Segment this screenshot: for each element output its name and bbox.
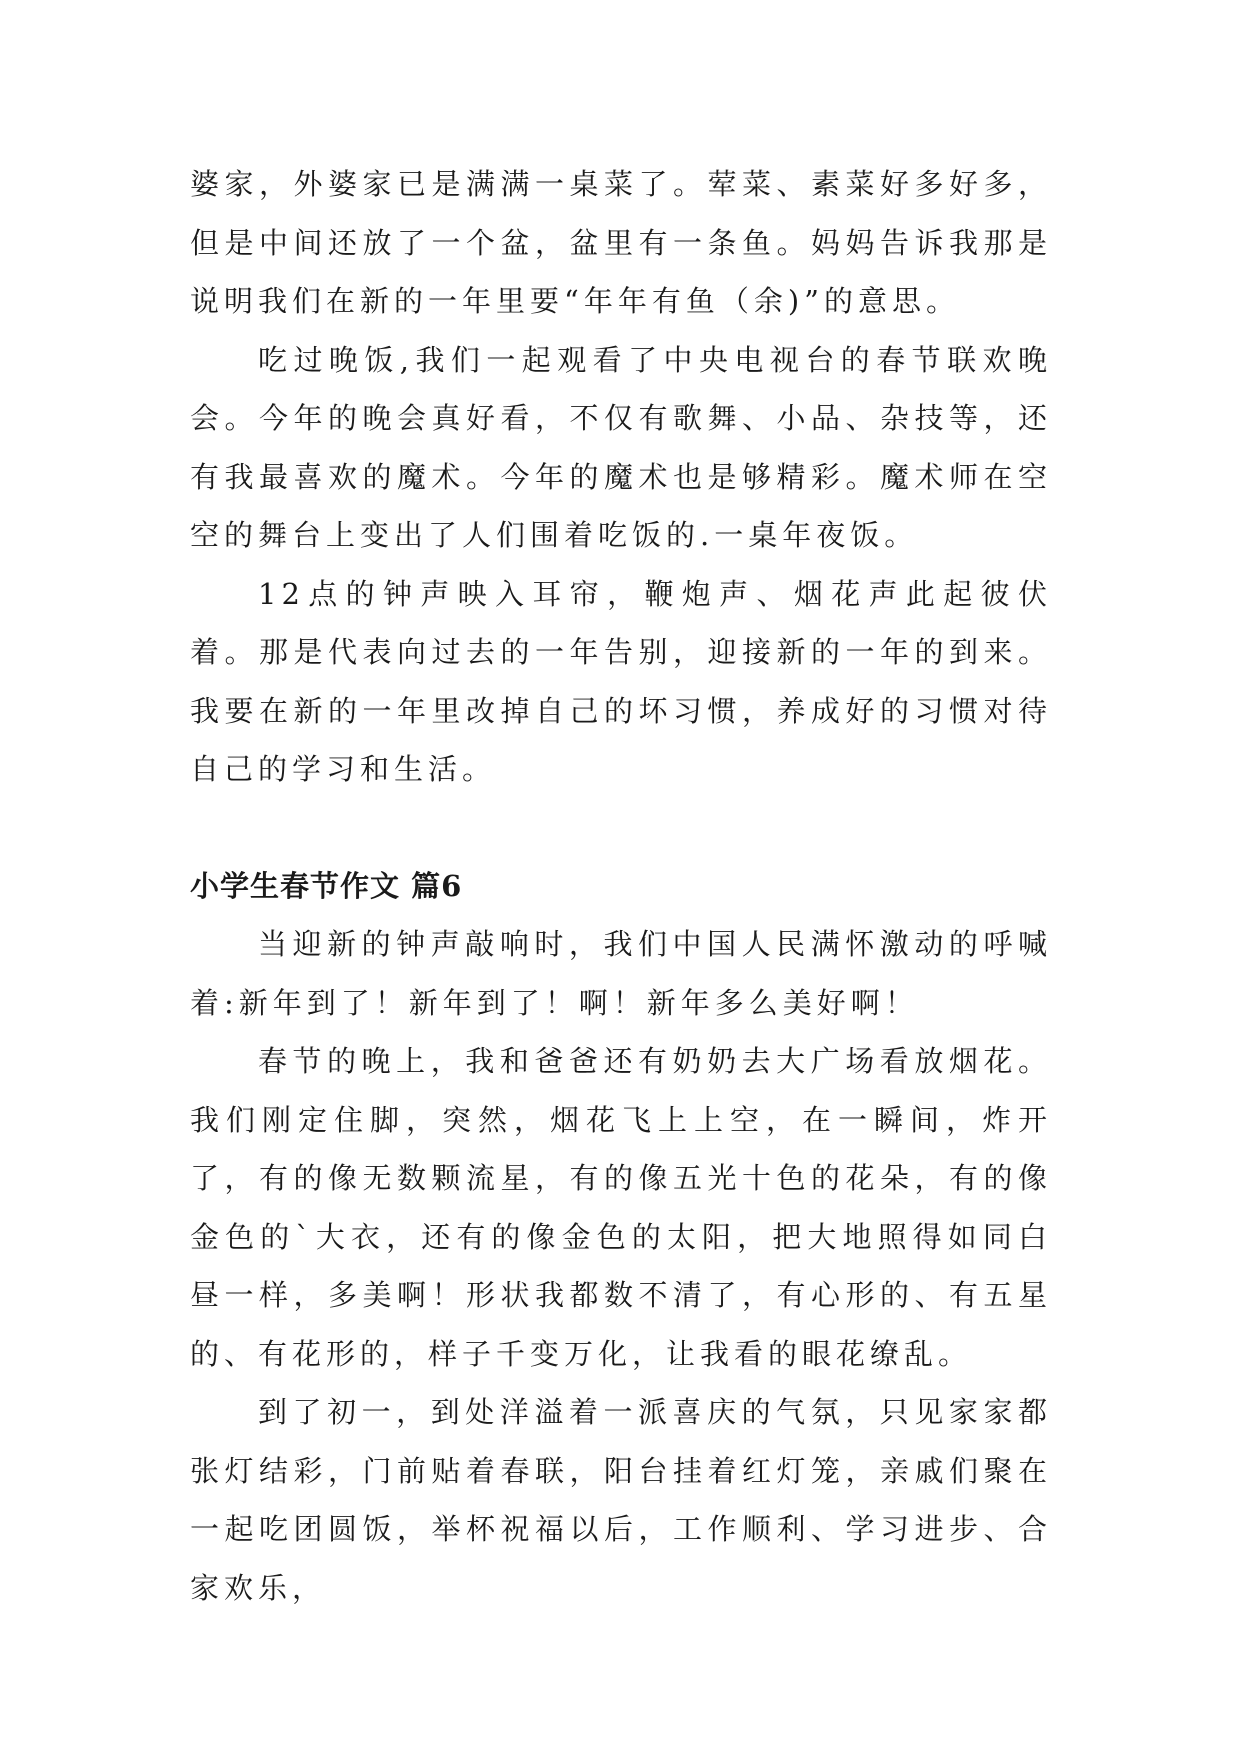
paragraph-midnight: 12点的钟声映入耳帘，鞭炮声、烟花声此起彼伏着。那是代表向过去的一年告别，迎接新的一年的到来。我要在新的一年里改掉自己的坏习惯，养成好的习惯对待自己的学习和生活。: [190, 576, 1052, 786]
paragraph-continued: 婆家，外婆家已是满满一桌菜了。荤菜、素菜好多好多，但是中间还放了一个盆，盆里有一条鱼。妈妈告诉我那是说明我们在新的一年里要“年年有鱼（余)”的意思。: [190, 167, 1052, 318]
essay-heading: 小学生春节作文 篇6: [190, 868, 463, 903]
paragraph-new-year-day: 到了初一，到处洋溢着一派喜庆的气氛，只见家家都张灯结彩，门前贴着春联，阳台挂着红灯笼，亲戚们聚在一起吃团圆饭，举杯祝福以后，工作顺利、学习进步、合家欢乐，: [190, 1395, 1052, 1605]
paragraph-fireworks: 春节的晚上，我和爸爸还有奶奶去大广场看放烟花。我们刚定住脚，突然，烟花飞上上空，在一瞬间，炸开了，有的像无数颗流星，有的像五光十色的花朵，有的像金色的`大衣，还有的像金色的太阳，把大地照得如同白昼一样，多美啊！形状我都数不清了，有心形的、有五星的、有花形的，样子千变万化，让我看的眼花缭乱。: [190, 1044, 1052, 1371]
paragraph-bell: 当迎新的钟声敲响时，我们中国人民满怀激动的呼喊着:新年到了！新年到了！啊！新年多么美好啊！: [190, 927, 1052, 1020]
document-body: [190, 155, 1052, 1617]
paragraph-gala: 吃过晚饭,我们一起观看了中央电视台的春节联欢晚会。今年的晚会真好看，不仅有歌舞、小品、杂技等，还有我最喜欢的魔术。今年的魔术也是够精彩。魔术师在空空的舞台上变出了人们围着吃饭的.一桌年夜饭。: [190, 342, 1052, 552]
